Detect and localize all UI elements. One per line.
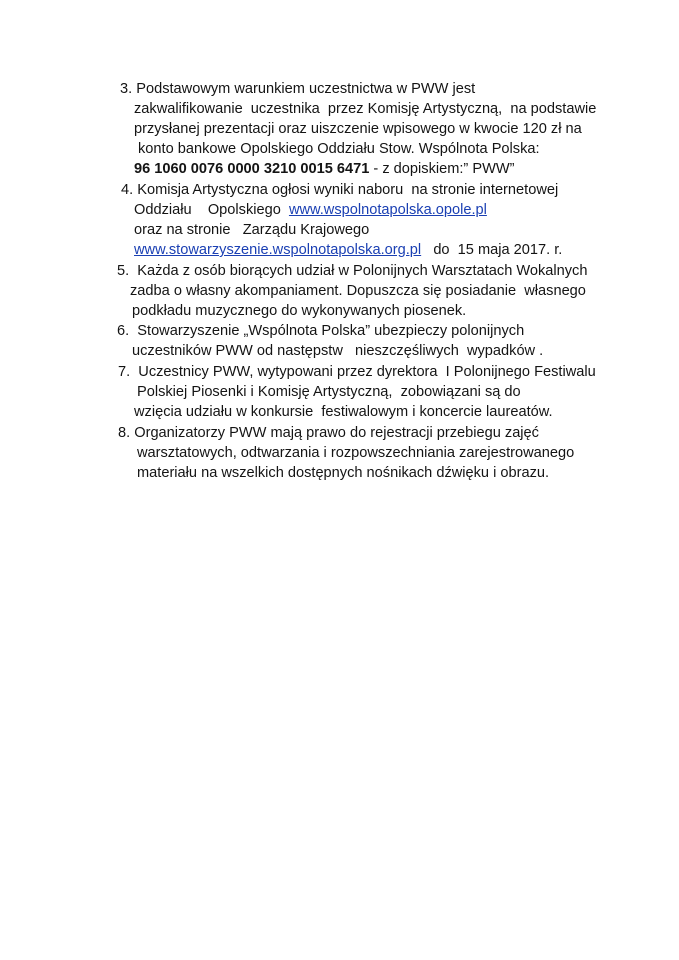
item-3-line-5 [134, 160, 515, 179]
item-3-line-1 [120, 80, 475, 99]
item-5-text-1: Każda z osób biorących udział w Polonijnych Warsztatach Wokalnych [137, 263, 588, 279]
bank-account-note: - z dopiskiem:” PWW” [369, 161, 515, 177]
bank-account-number: 96 1060 0076 0000 3210 0015 6471 [134, 161, 370, 177]
item-5-line-1 [117, 262, 587, 281]
item-4-deadline: do 15 maja 2017. r. [421, 242, 563, 258]
item-7-text-1: Uczestnicy PWW, wytypowani przez dyrektora I Polonijnego Festiwalu [138, 364, 596, 380]
item-5-number: 5. [117, 263, 130, 279]
item-5-line-2: zadba o własny akompaniament. Dopuszcza się posiadanie własnego [130, 283, 586, 299]
item-3-line-4: konto bankowe Opolskiego Oddziału Stow. Wspólnota Polska: [138, 141, 540, 157]
item-3-line-2: zakwalifikowanie uczestnika przez Komisję Artystyczną, na podstawie [134, 101, 597, 117]
link-stowarzyszenie-wspolnotapolska[interactable]: www.stowarzyszenie.wspolnotapolska.org.pl [134, 242, 422, 258]
item-7-line-3: wzięcia udziału w konkursie festiwalowym i koncercie laureatów. [134, 404, 553, 420]
item-4-line-1 [121, 181, 558, 200]
item-4-line-4 [134, 241, 562, 260]
item-8-line-3: materiału na wszelkich dostępnych nośnikach dźwięku i obrazu. [137, 465, 550, 481]
item-3-line-3: przysłanej prezentacji oraz uiszczenie wpisowego w kwocie 120 zł na [134, 121, 582, 137]
item-5-line-3: podkładu muzycznego do wykonywanych piosenek. [132, 303, 467, 319]
item-4-line-3: oraz na stronie Zarządu Krajowego [134, 222, 370, 238]
item-8-line-1 [118, 424, 539, 443]
item-6-number: 6. [117, 323, 130, 339]
item-4-number: 4. [121, 182, 134, 198]
item-4-text-2: Oddziału Opolskiego [134, 202, 289, 218]
item-8-number: 8. [118, 425, 131, 441]
item-4-line-2 [134, 201, 487, 220]
item-8-text-1: Organizatorzy PWW mają prawo do rejestracji przebiegu zajęć [134, 425, 539, 441]
item-7-number: 7. [118, 364, 131, 380]
item-4-text-1: Komisja Artystyczna ogłosi wyniki naboru na stronie internetowej [137, 182, 559, 198]
item-7-line-2: Polskiej Piosenki i Komisję Artystyczną, zobowiązani są do [137, 384, 521, 400]
item-8-line-2: warsztatowych, odtwarzania i rozpowszechniania zarejestrowanego [137, 445, 575, 461]
link-wspolnotapolska-opole[interactable]: www.wspolnotapolska.opole.pl [288, 202, 487, 218]
item-6-text-1: Stowarzyszenie „Wspólnota Polska” ubezpieczy polonijnych [137, 323, 525, 339]
item-3-text-1: Podstawowym warunkiem uczestnictwa w PWW jest [136, 81, 476, 97]
item-6-line-1 [117, 322, 524, 341]
item-7-line-1 [118, 363, 596, 382]
item-6-line-2: uczestników PWW od następstw nieszczęśliwych wypadków . [132, 343, 544, 359]
item-3-number: 3. [120, 81, 133, 97]
